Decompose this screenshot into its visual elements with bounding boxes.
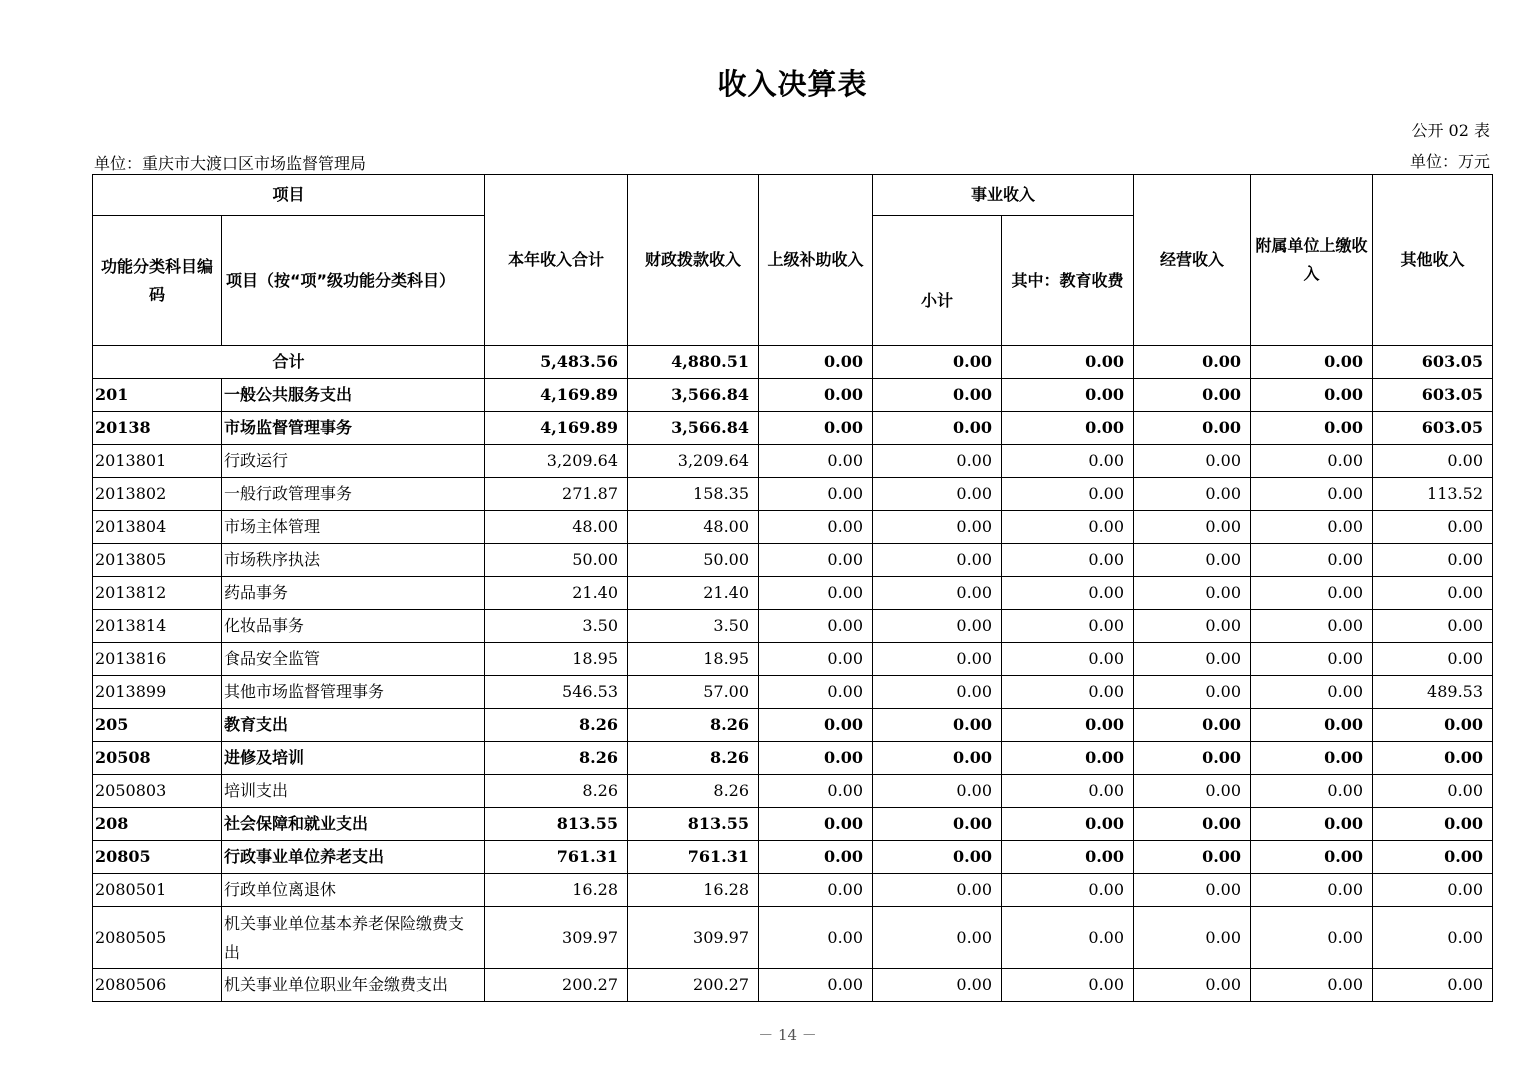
amount-cell: 0.00 [1373, 610, 1493, 643]
amount-cell: 0.00 [1251, 478, 1373, 511]
amount-cell: 489.53 [1373, 676, 1493, 709]
amount-cell: 0.00 [1251, 643, 1373, 676]
amount-cell: 0.00 [759, 412, 873, 445]
amount-cell: 0.00 [759, 577, 873, 610]
amount-cell: 0.00 [1373, 709, 1493, 742]
amount-cell: 8.26 [628, 742, 759, 775]
amount-cell: 0.00 [1002, 412, 1134, 445]
header-subtotal: 小计 [873, 216, 1002, 346]
amount-cell: 8.26 [628, 709, 759, 742]
subject-name: 市场秩序执法 [222, 544, 485, 577]
header-total: 本年收入合计 [485, 175, 628, 346]
table-row [93, 544, 1493, 577]
subject-code: 2013802 [93, 478, 222, 511]
header-affiliated: 附属单位上缴收入 [1251, 175, 1373, 346]
amount-cell: 0.00 [759, 742, 873, 775]
amount-cell: 0.00 [1373, 808, 1493, 841]
amount-cell: 0.00 [1373, 577, 1493, 610]
amount-cell: 0.00 [873, 445, 1002, 478]
table-row [93, 907, 1493, 969]
income-table [92, 174, 1493, 1002]
reporting-unit: 单位：重庆市大渡口区市场监督管理局 [94, 154, 367, 173]
amount-cell: 0.00 [1002, 709, 1134, 742]
amount-cell: 21.40 [485, 577, 628, 610]
amount-cell: 0.00 [1251, 969, 1373, 1002]
table-row [93, 643, 1493, 676]
amount-cell: 3.50 [485, 610, 628, 643]
amount-cell: 0.00 [1134, 775, 1251, 808]
amount-cell: 271.87 [485, 478, 628, 511]
table-row [93, 742, 1493, 775]
subject-code: 20805 [93, 841, 222, 874]
amount-cell: 50.00 [485, 544, 628, 577]
amount-cell: 0.00 [1251, 379, 1373, 412]
header-education: 其中：教育收费 [1002, 216, 1134, 346]
amount-cell: 0.00 [1134, 379, 1251, 412]
amount-cell: 0.00 [1002, 544, 1134, 577]
subject-code: 2013814 [93, 610, 222, 643]
table-row [93, 379, 1493, 412]
amount-cell: 0.00 [873, 577, 1002, 610]
amount-cell: 0.00 [1373, 775, 1493, 808]
amount-cell: 0.00 [1134, 841, 1251, 874]
amount-cell: 0.00 [1002, 808, 1134, 841]
total-value: 0.00 [873, 346, 1002, 379]
amount-cell: 0.00 [1373, 445, 1493, 478]
amount-cell: 0.00 [759, 874, 873, 907]
page-title: 收入决算表 [717, 67, 868, 101]
form-number: 公开 02 表 [1411, 121, 1490, 140]
table-row [93, 412, 1493, 445]
subject-name: 市场监督管理事务 [222, 412, 485, 445]
amount-cell: 603.05 [1373, 379, 1493, 412]
subject-name: 食品安全监管 [222, 643, 485, 676]
amount-cell: 0.00 [1134, 709, 1251, 742]
amount-cell: 16.28 [485, 874, 628, 907]
table-row [93, 610, 1493, 643]
table-row [93, 969, 1493, 1002]
table-row [93, 577, 1493, 610]
amount-cell: 0.00 [1251, 511, 1373, 544]
amount-cell: 0.00 [759, 709, 873, 742]
subject-name: 化妆品事务 [222, 610, 485, 643]
amount-cell: 761.31 [628, 841, 759, 874]
amount-cell: 309.97 [628, 907, 759, 969]
amount-cell: 0.00 [1251, 841, 1373, 874]
subject-name: 机关事业单位基本养老保险缴费支出 [222, 907, 485, 969]
amount-cell: 0.00 [1002, 775, 1134, 808]
amount-cell: 0.00 [759, 969, 873, 1002]
amount-cell: 4,169.89 [485, 412, 628, 445]
subject-code: 2080505 [93, 907, 222, 969]
table-row [93, 775, 1493, 808]
amount-cell: 0.00 [1373, 511, 1493, 544]
amount-cell: 0.00 [1373, 969, 1493, 1002]
amount-cell: 50.00 [628, 544, 759, 577]
total-value: 603.05 [1373, 346, 1493, 379]
amount-cell: 0.00 [1002, 577, 1134, 610]
header-business: 事业收入 [873, 175, 1134, 216]
amount-cell: 8.26 [485, 709, 628, 742]
amount-cell: 0.00 [1134, 808, 1251, 841]
amount-cell: 0.00 [873, 478, 1002, 511]
subject-code: 2080501 [93, 874, 222, 907]
header-operating: 经营收入 [1134, 175, 1251, 346]
amount-cell: 0.00 [873, 379, 1002, 412]
total-value: 0.00 [1002, 346, 1134, 379]
amount-cell: 0.00 [759, 775, 873, 808]
amount-cell: 0.00 [873, 709, 1002, 742]
subject-name: 培训支出 [222, 775, 485, 808]
subject-name: 一般公共服务支出 [222, 379, 485, 412]
amount-cell: 16.28 [628, 874, 759, 907]
amount-cell: 0.00 [873, 775, 1002, 808]
amount-cell: 48.00 [485, 511, 628, 544]
amount-cell: 0.00 [1134, 511, 1251, 544]
amount-cell: 0.00 [1134, 544, 1251, 577]
subject-name: 进修及培训 [222, 742, 485, 775]
total-value: 5,483.56 [485, 346, 628, 379]
amount-cell: 0.00 [873, 412, 1002, 445]
amount-cell: 0.00 [1134, 907, 1251, 969]
page-number: － 14 － [758, 1026, 817, 1044]
amount-cell: 546.53 [485, 676, 628, 709]
amount-cell: 0.00 [759, 907, 873, 969]
amount-cell: 48.00 [628, 511, 759, 544]
subject-code: 2013812 [93, 577, 222, 610]
amount-cell: 0.00 [1251, 445, 1373, 478]
amount-cell: 0.00 [1251, 742, 1373, 775]
amount-cell: 0.00 [1251, 412, 1373, 445]
amount-cell: 0.00 [1251, 775, 1373, 808]
amount-cell: 3.50 [628, 610, 759, 643]
amount-cell: 200.27 [485, 969, 628, 1002]
amount-cell: 0.00 [1002, 969, 1134, 1002]
table-row [93, 478, 1493, 511]
amount-cell: 0.00 [1002, 643, 1134, 676]
amount-cell: 0.00 [759, 841, 873, 874]
subject-name: 一般行政管理事务 [222, 478, 485, 511]
table-row [93, 874, 1493, 907]
amount-cell: 0.00 [1373, 907, 1493, 969]
amount-cell: 0.00 [1134, 478, 1251, 511]
amount-cell: 0.00 [1251, 577, 1373, 610]
table-row [93, 709, 1493, 742]
amount-cell: 0.00 [1002, 478, 1134, 511]
subject-name: 行政事业单位养老支出 [222, 841, 485, 874]
amount-cell: 0.00 [759, 808, 873, 841]
total-value: 0.00 [1134, 346, 1251, 379]
subject-code: 201 [93, 379, 222, 412]
amount-cell: 57.00 [628, 676, 759, 709]
amount-cell: 158.35 [628, 478, 759, 511]
total-row [93, 346, 1493, 379]
amount-cell: 0.00 [1251, 610, 1373, 643]
subject-name: 机关事业单位职业年金缴费支出 [222, 969, 485, 1002]
amount-cell: 0.00 [1002, 907, 1134, 969]
amount-cell: 0.00 [1251, 808, 1373, 841]
amount-cell: 18.95 [628, 643, 759, 676]
amount-cell: 3,566.84 [628, 412, 759, 445]
amount-cell: 0.00 [759, 643, 873, 676]
amount-cell: 0.00 [759, 511, 873, 544]
amount-cell: 0.00 [1134, 643, 1251, 676]
amount-cell: 0.00 [1002, 445, 1134, 478]
subject-code: 2013804 [93, 511, 222, 544]
amount-cell: 0.00 [759, 379, 873, 412]
amount-cell: 0.00 [1002, 874, 1134, 907]
amount-cell: 4,169.89 [485, 379, 628, 412]
amount-cell: 0.00 [873, 808, 1002, 841]
table-row [93, 676, 1493, 709]
amount-cell: 0.00 [1134, 577, 1251, 610]
amount-cell: 813.55 [628, 808, 759, 841]
total-value: 0.00 [1251, 346, 1373, 379]
amount-cell: 0.00 [1002, 676, 1134, 709]
amount-cell: 21.40 [628, 577, 759, 610]
amount-cell: 0.00 [1134, 874, 1251, 907]
subject-name: 药品事务 [222, 577, 485, 610]
amount-cell: 0.00 [1134, 676, 1251, 709]
subject-name: 市场主体管理 [222, 511, 485, 544]
amount-cell: 0.00 [1373, 841, 1493, 874]
amount-cell: 0.00 [873, 610, 1002, 643]
amount-cell: 8.26 [628, 775, 759, 808]
amount-cell: 0.00 [1134, 969, 1251, 1002]
subject-code: 2013899 [93, 676, 222, 709]
subject-code: 20508 [93, 742, 222, 775]
subject-code: 2050803 [93, 775, 222, 808]
subject-code: 2013816 [93, 643, 222, 676]
subject-name: 社会保障和就业支出 [222, 808, 485, 841]
amount-cell: 0.00 [1251, 544, 1373, 577]
amount-cell: 0.00 [873, 969, 1002, 1002]
amount-cell: 0.00 [873, 874, 1002, 907]
subject-name: 教育支出 [222, 709, 485, 742]
amount-cell: 3,209.64 [628, 445, 759, 478]
header-item-name: 项目（按“项”级功能分类科目） [222, 216, 485, 346]
header-code: 功能分类科目编码 [93, 216, 222, 346]
amount-cell: 200.27 [628, 969, 759, 1002]
amount-cell: 0.00 [873, 511, 1002, 544]
amount-cell: 0.00 [1002, 511, 1134, 544]
amount-cell: 761.31 [485, 841, 628, 874]
amount-cell: 0.00 [1134, 610, 1251, 643]
header-other: 其他收入 [1373, 175, 1493, 346]
amount-cell: 0.00 [1373, 643, 1493, 676]
amount-cell: 0.00 [759, 478, 873, 511]
table-row [93, 841, 1493, 874]
amount-cell: 0.00 [1002, 379, 1134, 412]
amount-cell: 0.00 [873, 643, 1002, 676]
amount-cell: 18.95 [485, 643, 628, 676]
table-row [93, 808, 1493, 841]
total-label: 合计 [93, 346, 485, 379]
subject-name: 行政运行 [222, 445, 485, 478]
table-row [93, 511, 1493, 544]
amount-cell: 0.00 [1373, 544, 1493, 577]
amount-cell: 0.00 [873, 544, 1002, 577]
amount-cell: 0.00 [873, 742, 1002, 775]
amount-cell: 0.00 [1134, 742, 1251, 775]
amount-cell: 0.00 [873, 841, 1002, 874]
amount-cell: 0.00 [1251, 907, 1373, 969]
amount-cell: 0.00 [1373, 742, 1493, 775]
amount-cell: 0.00 [1134, 445, 1251, 478]
amount-cell: 0.00 [1134, 412, 1251, 445]
amount-cell: 113.52 [1373, 478, 1493, 511]
amount-cell: 0.00 [759, 676, 873, 709]
subject-name: 行政单位离退休 [222, 874, 485, 907]
amount-cell: 0.00 [759, 610, 873, 643]
amount-cell: 0.00 [1251, 709, 1373, 742]
amount-cell: 0.00 [873, 907, 1002, 969]
amount-cell: 0.00 [1251, 676, 1373, 709]
amount-cell: 603.05 [1373, 412, 1493, 445]
subject-code: 2013801 [93, 445, 222, 478]
amount-cell: 0.00 [1002, 610, 1134, 643]
subject-code: 2080506 [93, 969, 222, 1002]
amount-cell: 3,209.64 [485, 445, 628, 478]
amount-cell: 0.00 [1002, 742, 1134, 775]
subject-code: 205 [93, 709, 222, 742]
header-fiscal: 财政拨款收入 [628, 175, 759, 346]
total-value: 0.00 [759, 346, 873, 379]
subject-code: 20138 [93, 412, 222, 445]
subject-code: 2013805 [93, 544, 222, 577]
amount-cell: 0.00 [1373, 874, 1493, 907]
amount-cell: 309.97 [485, 907, 628, 969]
amount-cell: 3,566.84 [628, 379, 759, 412]
total-value: 4,880.51 [628, 346, 759, 379]
table-row [93, 445, 1493, 478]
header-project: 项目 [93, 175, 485, 216]
amount-cell: 0.00 [873, 676, 1002, 709]
amount-cell: 0.00 [1002, 841, 1134, 874]
amount-cell: 8.26 [485, 775, 628, 808]
amount-cell: 0.00 [1251, 874, 1373, 907]
amount-cell: 0.00 [759, 544, 873, 577]
header-superior: 上级补助收入 [759, 175, 873, 346]
subject-code: 208 [93, 808, 222, 841]
amount-cell: 0.00 [759, 445, 873, 478]
currency-unit: 单位：万元 [1409, 152, 1490, 171]
amount-cell: 8.26 [485, 742, 628, 775]
amount-cell: 813.55 [485, 808, 628, 841]
subject-name: 其他市场监督管理事务 [222, 676, 485, 709]
